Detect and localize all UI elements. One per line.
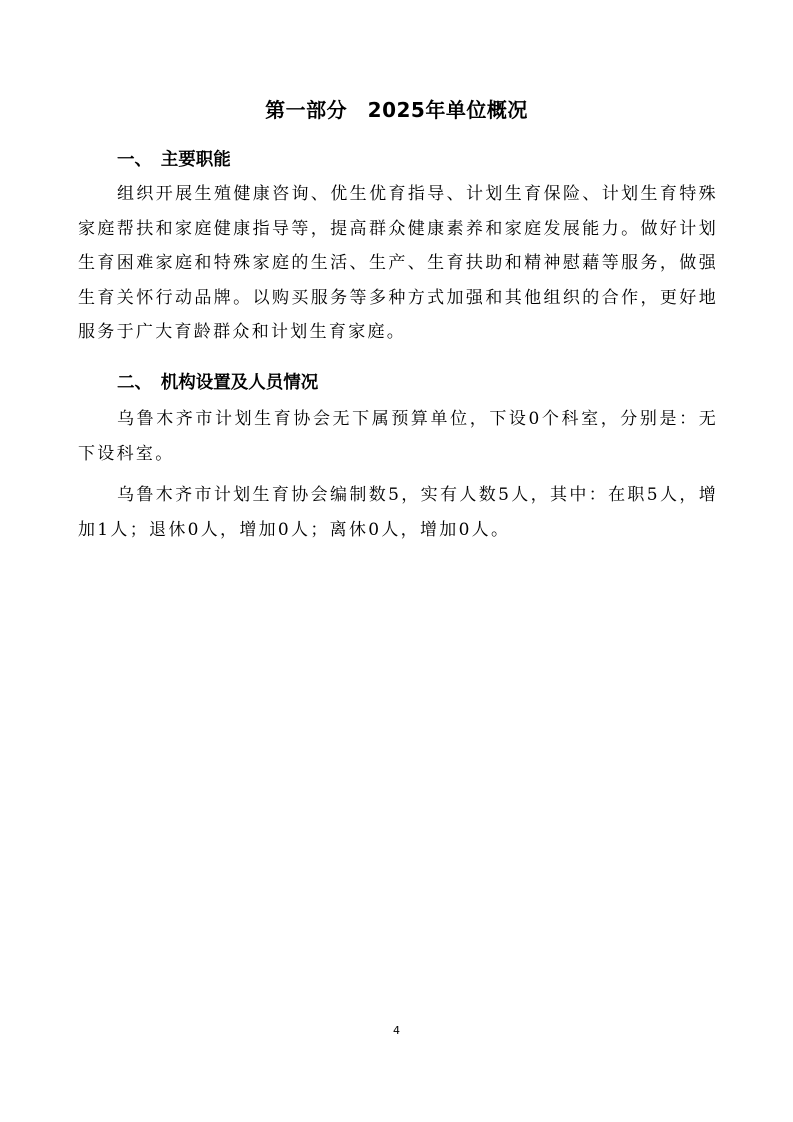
- organization-paragraph: 乌鲁木齐市计划生育协会无下属预算单位，下设0个科室，分别是：无下设科室。: [78, 409, 718, 464]
- staffing-paragraph: 乌鲁木齐市计划生育协会编制数5，实有人数5人，其中：在职5人，增加1人；退休0人，增加0人；离休0人，增加0人。: [78, 485, 718, 540]
- section-heading-organization-staff: 二、 机构设置及人员情况: [117, 373, 319, 393]
- section-heading-main-functions: 一、 主要职能: [117, 150, 231, 170]
- main-functions-paragraph: 组织开展生殖健康咨询、优生优育指导、计划生育保险、计划生育特殊家庭帮扶和家庭健康指导等，提高群众健康素养和家庭发展能力。做好计划生育困难家庭和特殊家庭的生活、生产、生育扶助和精神慰藉等服务，做强生育关怀行动品牌。以购买服务等多种方式加强和其他组织的合作，更好地服务于广大育龄群众和计划生育家庭。: [78, 184, 718, 342]
- page-number: 4: [393, 1024, 400, 1037]
- page-title: 第一部分 2025年单位概况: [265, 98, 528, 122]
